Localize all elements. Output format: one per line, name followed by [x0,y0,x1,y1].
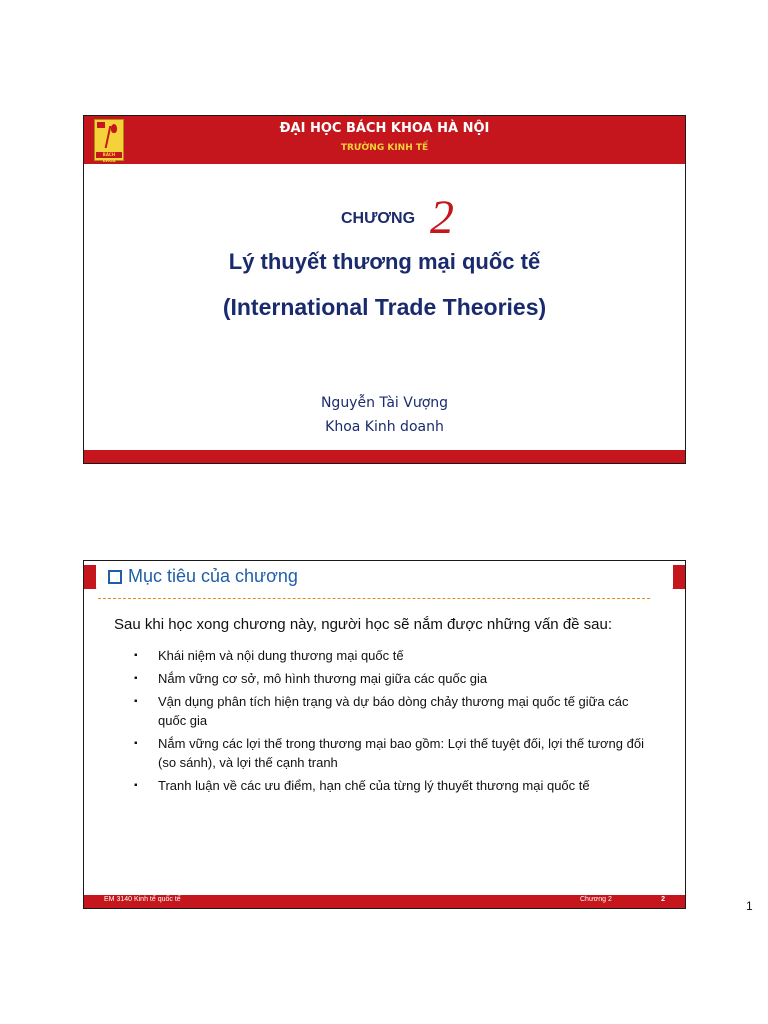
slide-header [84,116,685,164]
list-item: ▪ Tranh luận về các ưu điểm, hạn chế của từng lý thuyết thương mại quốc tế [134,776,644,795]
list-item: ▪ Nắm vững các lợi thế trong thương mại bao gồm: Lợi thế tuyệt đối, lợi thế tương đối (so sánh), và lợi thế cạnh tranh [134,734,644,772]
list-item: ▪ Khái niệm và nội dung thương mại quốc tế [134,646,644,665]
department-name: Khoa Kinh doanh [325,419,444,435]
title-english: (International Trade Theories) [222,294,547,320]
chapter-number: 2 [430,191,454,244]
school-name: TRƯỜNG KINH TẾ [340,143,429,153]
intro-text: Sau khi học xong chương này, người học sẽ nắm được những vấn đề sau: [114,616,613,633]
author-name: Nguyễn Tài Vượng [320,395,449,411]
university-name: ĐẠI HỌC BÁCH KHOA HÀ NỘI [279,121,490,136]
objectives-list [134,646,644,799]
footer-chapter: Chương 2 [580,896,612,903]
title-divider [98,598,650,599]
page-number: 1 [746,899,753,913]
logo-label: BÁCH KHOA [96,152,122,158]
slide-title: Mục tiêu của chương [128,566,298,586]
objectives-slide [83,560,686,909]
slide-number: 2 [661,896,665,903]
slide-footer [84,895,685,908]
title-slide [83,115,686,464]
list-item: ▪ Nắm vững cơ sở, mô hình thương mại giữa các quốc gia [134,669,644,688]
chapter-label: CHƯƠNG [341,210,416,227]
title-vietnamese: Lý thuyết thương mại quốc tế [228,249,541,274]
checkbox-bullet-icon [108,570,122,584]
list-item: ▪ Vận dụng phân tích hiện trạng và dự báo dòng chảy thương mại quốc tế giữa các quốc gia [134,692,644,730]
course-name: EM 3140 Kinh tế quốc tế [104,896,181,903]
slide-footer-bar [84,450,685,463]
